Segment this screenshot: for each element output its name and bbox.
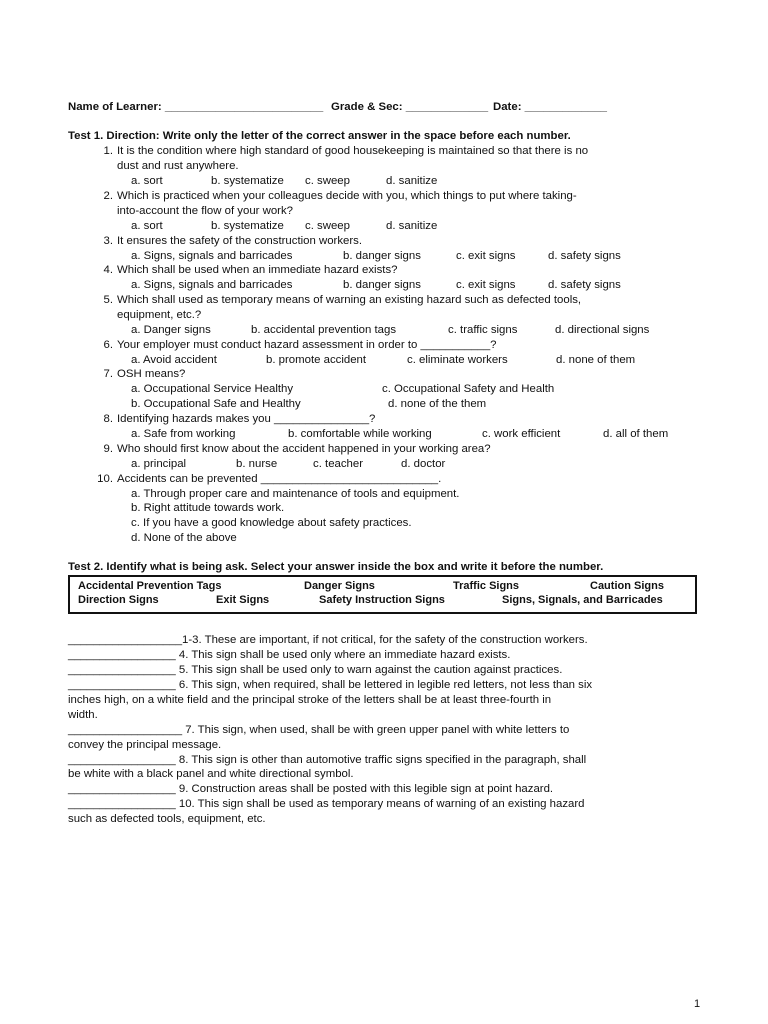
choice-signs-signals-barricades: Signs, Signals, and Barricades	[502, 594, 663, 606]
date-field: Date: _____________	[493, 101, 608, 113]
question-text: Which shall be used when an immediate hazard exists?	[117, 264, 398, 276]
learner-name-field: Name of Learner: _________________________	[68, 101, 324, 113]
question-number: 3.	[103, 235, 113, 247]
option-c: c. exit signs	[456, 279, 516, 291]
question-number: 4.	[103, 264, 113, 276]
option-c: c. exit signs	[456, 250, 516, 262]
option-a: a. sort	[131, 175, 163, 187]
question-text: Identifying hazards makes you _______________?	[117, 413, 376, 425]
choice-safety-instruction-signs: Safety Instruction Signs	[319, 594, 445, 606]
option-d: d. safety signs	[548, 279, 621, 291]
option-d: d. none of the them	[388, 398, 487, 410]
question-number: 9.	[103, 443, 113, 455]
test2-item-10: _________________ 10. This sign shall be used as temporary means of warning of an existing hazard	[68, 798, 585, 810]
question-number: 10.	[97, 473, 113, 485]
question-number: 6.	[103, 339, 113, 351]
test2-heading: Test 2. Identify what is being ask. Select your answer inside the box and write it before the number.	[68, 561, 604, 573]
choice-accidental-prevention-tags: Accidental Prevention Tags	[78, 580, 222, 592]
choice-exit-signs: Exit Signs	[216, 594, 270, 606]
test2-item-6-cont: inches high, on a white field and the principal stroke of the letters shall be at least three-fourth in	[68, 694, 552, 706]
option-c: c. sweep	[305, 220, 350, 232]
question-text: Accidents can be prevented ____________________________.	[117, 473, 442, 485]
question-number: 7.	[103, 368, 113, 380]
option-a: a. sort	[131, 220, 163, 232]
test2-item-6: _________________ 6. This sign, when required, shall be lettered in legible red letters, not less than six	[68, 679, 593, 691]
option-d: d. None of the above	[131, 532, 237, 544]
option-c: c. sweep	[305, 175, 350, 187]
test2-item-9: _________________ 9. Construction areas shall be posted with this legible sign at point hazard.	[68, 783, 554, 795]
option-d: d. none of them	[556, 354, 636, 366]
question-number: 1.	[103, 145, 113, 157]
option-c: c. traffic signs	[448, 324, 518, 336]
option-d: d. sanitize	[386, 175, 438, 187]
option-c: c. Occupational Safety and Health	[382, 383, 555, 395]
test2-item-4: _________________ 4. This sign shall be used only where an immediate hazard exists.	[68, 649, 511, 661]
option-c: c. work efficient	[482, 428, 561, 440]
option-a: a. Safe from working	[131, 428, 236, 440]
choice-traffic-signs: Traffic Signs	[453, 580, 520, 592]
option-b: b. systematize	[211, 175, 284, 187]
page-number: 1	[694, 998, 701, 1010]
question-text: It is the condition where high standard of good housekeeping is maintained so that there is no	[117, 145, 589, 157]
question-text: It ensures the safety of the construction workers.	[117, 235, 363, 247]
option-b: b. Occupational Safe and Healthy	[131, 398, 301, 410]
option-b: b. danger signs	[343, 279, 421, 291]
test2-item-1-3: __________________1-3. These are important, if not critical, for the safety of the construction workers.	[68, 634, 588, 646]
question-number: 8.	[103, 413, 113, 425]
option-c: c. If you have a good knowledge about safety practices.	[131, 517, 412, 529]
option-a: a. Signs, signals and barricades	[131, 279, 293, 291]
question-text: Your employer must conduct hazard assessment in order to ___________?	[117, 339, 497, 351]
question-text: Who should first know about the accident happened in your working area?	[117, 443, 491, 455]
question-number: 5.	[103, 294, 113, 306]
option-c: c. eliminate workers	[407, 354, 508, 366]
option-a: a. Avoid accident	[131, 354, 217, 366]
question-text: OSH means?	[117, 368, 186, 380]
question-text: Which is practiced when your colleagues decide with you, which things to put where taking-	[117, 190, 577, 202]
choice-direction-signs: Direction Signs	[78, 594, 159, 606]
test2-item-8-cont: be white with a black panel and white directional symbol.	[68, 768, 354, 780]
option-d: d. all of them	[603, 428, 669, 440]
option-a: a. Through proper care and maintenance of tools and equipment.	[131, 488, 460, 500]
option-b: b. danger signs	[343, 250, 421, 262]
test2-item-5: _________________ 5. This sign shall be used only to warn against the caution against practices.	[68, 664, 563, 676]
question-number: 2.	[103, 190, 113, 202]
question-text-cont: dust and rust anywhere.	[117, 160, 239, 172]
option-c: c. teacher	[313, 458, 364, 470]
option-b: b. promote accident	[266, 354, 367, 366]
test2-item-6-cont2: width.	[68, 709, 98, 721]
choice-danger-signs: Danger Signs	[304, 580, 375, 592]
option-d: d. sanitize	[386, 220, 438, 232]
option-d: d. safety signs	[548, 250, 621, 262]
option-a: a. principal	[131, 458, 187, 470]
question-text-cont: equipment, etc.?	[117, 309, 202, 321]
test1-heading: Test 1. Direction: Write only the letter of the correct answer in the space before each number.	[68, 130, 571, 142]
option-b: b. Right attitude towards work.	[131, 502, 285, 514]
option-d: d. doctor	[401, 458, 446, 470]
option-d: d. directional signs	[555, 324, 650, 336]
grade-section-field: Grade & Sec: _____________	[331, 101, 489, 113]
option-a: a. Occupational Service Healthy	[131, 383, 294, 395]
question-text-cont: into-account the flow of your work?	[117, 205, 294, 217]
test2-item-10-cont: such as defected tools, equipment, etc.	[68, 813, 266, 825]
option-a: a. Danger signs	[131, 324, 211, 336]
choice-caution-signs: Caution Signs	[590, 580, 664, 592]
option-b: b. accidental prevention tags	[251, 324, 397, 336]
option-b: b. systematize	[211, 220, 284, 232]
test2-item-7-cont: convey the principal message.	[68, 739, 222, 751]
option-b: b. nurse	[236, 458, 278, 470]
option-a: a. Signs, signals and barricades	[131, 250, 293, 262]
option-b: b. comfortable while working	[288, 428, 432, 440]
test2-item-8: _________________ 8. This sign is other than automotive traffic signs specified in the paragraph, shall	[68, 754, 587, 766]
test2-item-7: __________________ 7. This sign, when used, shall be with green upper panel with white letters to	[68, 724, 570, 736]
question-text: Which shall used as temporary means of warning an existing hazard such as defected tools,	[117, 294, 582, 306]
